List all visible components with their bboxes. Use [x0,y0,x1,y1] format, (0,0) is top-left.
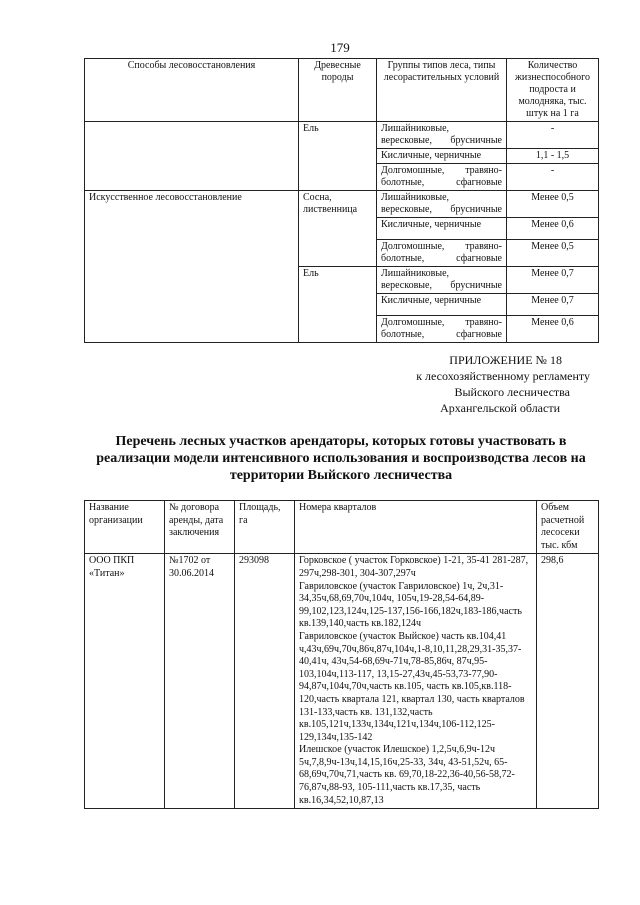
page-number: 179 [330,40,350,55]
forest-type-cell: Долгомошные, травяно-болотные, сфагновые [377,240,507,267]
header-method: Способы лесовосстановления [85,59,299,122]
amount-cell: 1,1 - 1,5 [507,149,599,164]
quarters-paragraph: Горковское ( участок Горковское) 1-21, 35-41 281-287, 297ч,298-301, 304-307,297ч [299,555,529,579]
header-amount: Количество жизнеспособного подроста и молодняка, тыс. штук на 1 га [507,59,599,122]
appendix-block [300,352,590,416]
header-area: Площадь, га [235,501,295,554]
lease-plots-table [84,500,599,809]
area-cell: 293098 [235,554,295,809]
header-species: Древесные породы [299,59,377,122]
forest-type-cell: Лишайниковые, вересковые, брусничные [377,191,507,218]
header-volume: Объем расчетной лесосеки тыс. кбм [537,501,599,554]
volume-cell: 298,6 [537,554,599,809]
quarters-paragraph: Гавриловское (участок Выйское) часть кв.104,41 ч,43ч,69ч,70ч,86ч,87ч,104ч,1-8,10,11,28,29,31-35,37-40,41ч, 43ч,54-68,69ч-71ч,78-85,86ч, 87ч,95-103,104ч,113-117, 13,15-27,43ч,45-53,73-77,90-94,87ч,104ч,70ч,часть кв.105, часть кв.105,кв.118-120,часть квартала 121, квартал 130, часть кварталов 131-133,часть кв. 131,132,часть кв.105,121ч,133ч,134ч,121ч,134ч,106-112,125-129,134ч,135-142 [299,630,525,743]
species-cell: Ель [299,267,377,343]
header-contract: № договора аренды, дата заключения [165,501,235,554]
appendix-line: к лесохозяйственному регламенту [416,369,590,383]
appendix-title: ПРИЛОЖЕНИЕ № 18 [449,353,562,367]
amount-cell: Менее 0,7 [507,267,599,294]
quarters-cell [295,554,537,809]
header-forest-type: Группы типов леса, типы лесорастительных условий [377,59,507,122]
amount-cell: Менее 0,5 [507,191,599,218]
species-cell: Сосна, лиственница [299,191,377,267]
reforestation-table [84,58,599,343]
table-header-row [85,59,599,122]
method-cell [85,122,299,191]
amount-cell: Менее 0,5 [507,240,599,267]
contract-cell: №1702 от 30.06.2014 [165,554,235,809]
forest-type-cell: Кисличные, черничные [377,149,507,164]
forest-type-cell: Кисличные, черничные [377,218,507,240]
page-heading: Перечень лесных участков арендаторы, которых готовы участвовать в реализации модели интенсивного использования и воспроизводства лесов на территории Выйского лесничества [96,434,586,483]
quarters-paragraph: Илешское (участок Илешское) 1,2,5ч,6,9ч-12ч 5ч,7,8,9ч-13ч,14,15,16ч,25-33, 34ч, 43-51,52ч, 65-68,69ч,70ч,71,часть кв. 69,70,18-22,36-40,56-58,72-76,87ч,88-93, 105-111,часть кв.17,35, часть кв.16,34,52,10,87,13 [299,744,515,806]
header-organization: Название организации [85,501,165,554]
amount-cell: Менее 0,7 [507,294,599,316]
table-header-row [85,501,599,554]
table-row [85,191,599,218]
organization-cell: ООО ПКП «Титан» [85,554,165,809]
species-cell: Ель [299,122,377,191]
amount-cell: - [507,122,599,149]
forest-type-cell: Лишайниковые, вересковые, брусничные [377,267,507,294]
forest-type-cell: Лишайниковые, вересковые, брусничные [377,122,507,149]
forest-type-cell: Кисличные, черничные [377,294,507,316]
appendix-line: Выйского лесничества [454,385,570,399]
amount-cell: - [507,164,599,191]
table-row [85,554,599,809]
amount-cell: Менее 0,6 [507,316,599,343]
forest-type-cell: Долгомошные, травяно-болотные, сфагновые [377,316,507,343]
amount-cell: Менее 0,6 [507,218,599,240]
quarters-paragraph: Гавриловское (участок Гавриловское) 1ч, 2ч,31-34,35ч,68,69,70ч,104ч, 105ч,19-28,54-64,89-99,102,123,124ч,125-137,156-166,182ч,183-186,часть кв.139,140,часть кв.182,124ч [299,580,522,630]
table-row [85,122,599,149]
header-quarters: Номера кварталов [295,501,537,554]
appendix-line: Архангельской области [440,401,560,415]
method-cell: Искусственное лесовосстановление [85,191,299,343]
forest-type-cell: Долгомошные, травяно-болотные, сфагновые [377,164,507,191]
